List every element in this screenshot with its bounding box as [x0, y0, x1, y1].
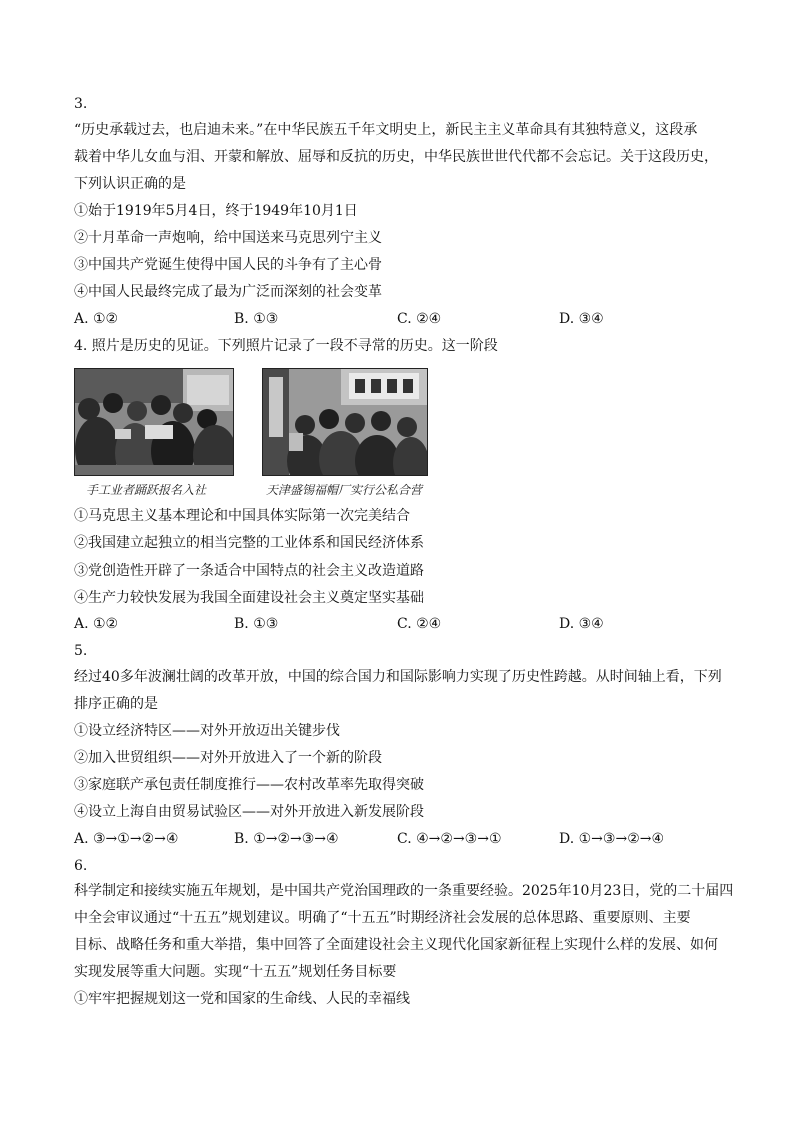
q4-stem: 4. 照片是历史的见证。下列照片记录了一段不寻常的历史。这一阶段: [74, 338, 498, 354]
q4-option-c: C. ②④: [397, 616, 442, 632]
q4-option-a: A. ①②: [74, 616, 119, 632]
q6-stem-line-1: 科学制定和接续实施五年规划，是中国共产党治国理政的一条重要经验。2025年10月23日，党的二十届四: [74, 883, 734, 899]
q3-option-d: D. ③④: [559, 311, 604, 327]
q3-stem-line-3: 下列认识正确的是: [74, 176, 186, 192]
q5-stem-line-2: 排序正确的是: [74, 696, 158, 712]
q3-stem-line-1: “历史承载过去，也启迪未来。”在中华民族五千年文明史上，新民主主义革命具有其独特意义，这段承: [74, 122, 698, 138]
q4-item-1: ①马克思主义基本理论和中国具体实际第一次完美结合: [74, 508, 410, 524]
photo-left-caption: 手工业者踊跃报名入社: [86, 483, 207, 497]
q3-item-4: ④中国人民最终完成了最为广泛而深刻的社会变革: [74, 284, 382, 300]
q5-option-b: B. ①→②→③→④: [234, 831, 339, 847]
q5-stem-line-1: 经过40多年波澜壮阔的改革开放，中国的综合国力和国际影响力实现了历史性跨越。从时间轴上看，下列: [74, 669, 722, 685]
q4-item-4: ④生产力较快发展为我国全面建设社会主义奠定坚实基础: [74, 590, 424, 606]
q5-options: [74, 829, 724, 849]
q5-item-1: ①设立经济特区——对外开放迈出关键步伐: [74, 723, 340, 739]
q6-stem-line-4: 实现发展等重大问题。实现“十五五”规划任务目标要: [74, 964, 397, 980]
q4-item-2: ②我国建立起独立的相当完整的工业体系和国民经济体系: [74, 535, 424, 551]
q5-option-d: D. ①→③→②→④: [559, 831, 665, 847]
q3-item-3: ③中国共产党诞生使得中国人民的斗争有了主心骨: [74, 257, 382, 273]
q4-option-b: B. ①③: [234, 616, 279, 632]
q5-option-a: A. ③→①→②→④: [74, 831, 179, 847]
q6-number: 6.: [74, 858, 88, 874]
q4-item-3: ③党创造性开辟了一条适合中国特点的社会主义改造道路: [74, 563, 424, 579]
q4-option-d: D. ③④: [559, 616, 604, 632]
q5-option-c: C. ④→②→③→①: [397, 831, 502, 847]
q3-item-1: ①始于1919年5月4日，终于1949年10月1日: [74, 203, 358, 219]
photo-handicraft-cooperative: [74, 368, 234, 476]
q3-option-c: C. ②④: [397, 311, 442, 327]
q4-options: [74, 614, 724, 634]
q5-item-4: ④设立上海自由贸易试验区——对外开放进入新发展阶段: [74, 804, 424, 820]
q6-stem-line-2: 中全会审议通过“十五五”规划建议。明确了“十五五”时期经济社会发展的总体思路、重要原则、主要: [74, 910, 691, 926]
photo-right-caption: 天津盛锡福帽厂实行公私合营: [266, 483, 423, 497]
q3-item-2: ②十月革命一声炮响，给中国送来马克思列宁主义: [74, 230, 382, 246]
q5-item-2: ②加入世贸组织——对外开放进入了一个新的阶段: [74, 750, 382, 766]
q3-options: [74, 309, 724, 329]
q5-number: 5.: [74, 643, 88, 659]
q6-item-1: ①牢牢把握规划这一党和国家的生命线、人民的幸福线: [74, 991, 410, 1007]
photo-tianjin-hat-factory: [262, 368, 428, 476]
q3-option-a: A. ①②: [74, 311, 119, 327]
q5-item-3: ③家庭联产承包责任制度推行——农村改革率先取得突破: [74, 777, 424, 793]
q3-number: 3.: [74, 96, 88, 112]
q6-stem-line-3: 目标、战略任务和重大举措，集中回答了全面建设社会主义现代化国家新征程上实现什么样的发展、如何: [74, 937, 718, 953]
q3-stem-line-2: 载着中华儿女血与泪、开蒙和解放、屈辱和反抗的历史，中华民族世世代代都不会忘记。关于这段历史，: [74, 149, 718, 165]
q3-option-b: B. ①③: [234, 311, 279, 327]
